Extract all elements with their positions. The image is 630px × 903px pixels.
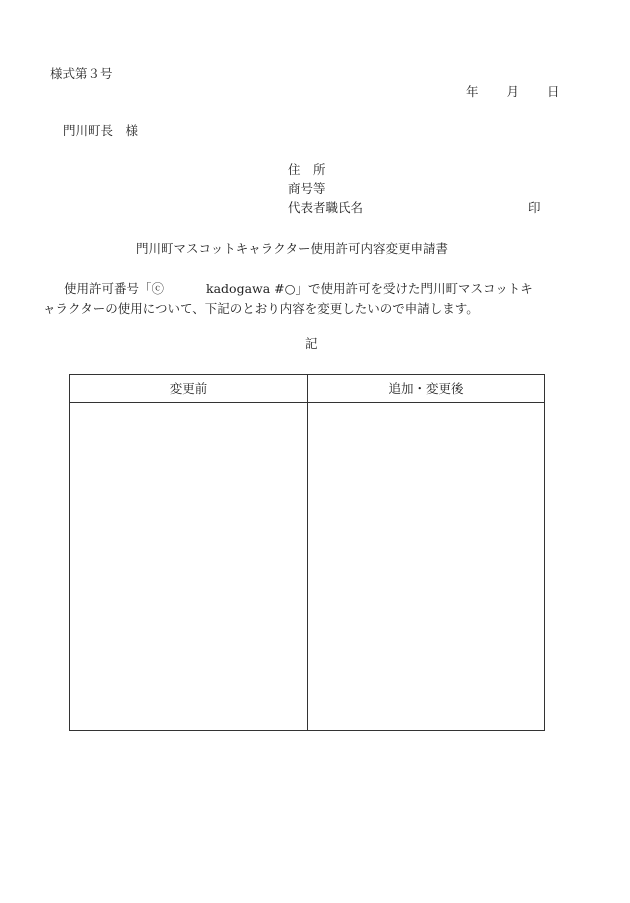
shop-name-label: 商号等 [288, 181, 326, 196]
address-label: 住 所 [288, 162, 326, 177]
column-header-after: 追加・変更後 [388, 381, 464, 396]
representative-label: 代表者職氏名 [288, 200, 364, 215]
seal-label: 印 [528, 200, 541, 215]
column-divider [307, 375, 308, 730]
body-line-1-prefix: 使用許可番号「ⓒ [64, 281, 165, 296]
body-line-1 [43, 279, 583, 299]
form-number: 様式第３号 [50, 66, 113, 81]
permit-number: kadogawa #○ [206, 281, 296, 296]
body-line-2: ャラクターの使用について、下記のとおり内容を変更したいので申請します。 [43, 301, 479, 316]
header-divider [70, 402, 544, 403]
date-year-label: 年 [466, 84, 479, 99]
addressee: 門川町長 様 [63, 123, 139, 138]
date-day-label: 日 [547, 84, 560, 99]
change-table [69, 374, 545, 731]
ki-label: 記 [305, 336, 318, 351]
body-line-1-suffix: 」で使用許可を受けた門川町マスコットキ [295, 281, 533, 296]
column-header-before: 変更前 [169, 381, 208, 396]
date-line [466, 86, 560, 99]
body-text [43, 279, 583, 319]
date-month-label: 月 [506, 84, 520, 99]
document-title: 門川町マスコットキャラクター使用許可内容変更申請書 [136, 241, 449, 256]
